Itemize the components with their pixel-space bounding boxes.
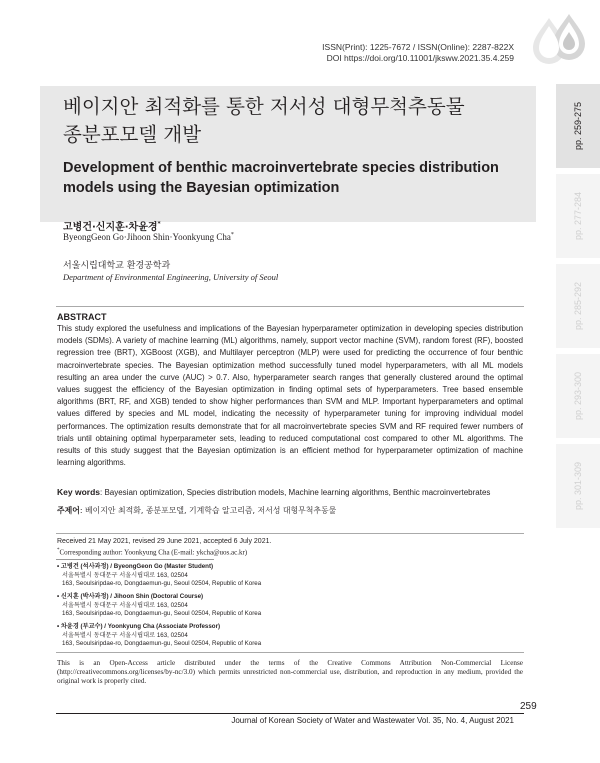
english-title xyxy=(63,158,523,198)
keywords-korean xyxy=(57,505,527,516)
abstract-text: This study explored the usefulness and implications of the Bayesian hyperparameter optimization in developing species distribution models (SDMs). A variety of machine learning (ML) algorithms, namely, support vector machine (SVM), random forest (RF), boosted regression tree (BRT), XGBoost (XGB), and Multilayer perceptron (MLP) were used for predicting the occurrence of four benthic macroinvertebrate species. The Bayesian optimization method successfully tuned model hyperparameters, with all ML models resulting an area under the curve (AUC) > 0.7. Also, hyperparameter search ranges that generally clustered around the optimal values suggest the efficiency of the Bayesian optimization in finding optimal sets of hyperparameters. Tree based ensemble algorithms (BRT, RF, and XGB) tended to show higher performances than SVM and MLP. Important hyperparameters and optimal values differed by species and ML model, indicating the necessity of hyperparameter tuning for improving individual model performances. The optimization results demonstrate that for all macroinvertebrate species SVM and RF required fewer numbers of trials until obtaining optimal hyperparameter sets, leading to reduced computational cost compared to other ML algorithms. The results of this study suggest that the Bayesian optimization is an efficient method for hyperparameter optimization of machine learning algorithms. xyxy=(57,324,523,468)
author-block-2 xyxy=(57,593,261,619)
journal-logo-icon xyxy=(527,12,593,70)
authors-korean-names: 고병건·신지훈·차윤경 xyxy=(63,222,158,233)
journal-citation: Journal of Korean Society of Water and Wastewater Vol. 35, No. 4, August 2021 xyxy=(231,716,514,725)
author-address-en: 163, Seoulsiripdae-ro, Dongdaemun-gu, Seoul 02504, Republic of Korea xyxy=(62,610,262,618)
page-tab-301-309[interactable] xyxy=(556,444,600,528)
author-address-en: 163, Seoulsiripdae-ro, Dongdaemun-gu, Seoul 02504, Republic of Korea xyxy=(62,640,262,648)
author-block-1 xyxy=(57,563,261,589)
page-tab-label: pp. 285-292 xyxy=(573,281,583,331)
korean-title-line1: 베이지안 최적화를 통한 저서성 대형무척추동물 xyxy=(63,95,465,118)
corresponding-mark: * xyxy=(57,548,60,553)
page-tab-293-300[interactable] xyxy=(556,354,600,438)
corresponding-author-text: Corresponding author: Yoonkyung Cha (E-mail: ykcha@uos.ac.kr) xyxy=(59,548,248,557)
keywords-english xyxy=(57,487,527,497)
korean-title-line2: 종분포모델 개발 xyxy=(63,123,202,146)
author-block-3 xyxy=(57,623,261,649)
author-address-ko: 서울특별시 동대문구 서울시립대로 163, 02504 xyxy=(62,631,188,639)
page-tab-285-292[interactable] xyxy=(556,264,600,348)
page-range-tabs xyxy=(556,84,600,528)
issn-line: ISSN(Print): 1225-7672 / ISSN(Online): 2287-822X xyxy=(322,42,514,52)
corresponding-mark: * xyxy=(230,232,234,238)
author-address-ko: 서울특별시 동대문구 서울시립대로 163, 02504 xyxy=(62,601,188,609)
abstract-heading: ABSTRACT xyxy=(57,312,107,322)
page-number: 259 xyxy=(520,701,537,712)
page-tab-label: pp. 301-309 xyxy=(573,461,583,511)
divider xyxy=(56,559,214,560)
author-name: • 신지훈 (박사과정) / Jihoon Shin (Doctoral Course) xyxy=(57,593,204,600)
received-dates: Received 21 May 2021, revised 29 June 2021, accepted 6 July 2021. xyxy=(57,538,272,545)
affiliation-korean: 서울시립대학교 환경공학과 xyxy=(63,261,171,271)
page-tab-label: pp. 277-284 xyxy=(573,191,583,241)
keywords-korean-text: : 베이지안 최적화, 종분포모델, 기계학습 알고리즘, 저서성 대형무척추동물 xyxy=(79,506,337,515)
english-title-line1: Development of benthic macroinvertebrate species distribution xyxy=(63,160,499,176)
authors-korean xyxy=(63,218,161,233)
english-title-line2: models using the Bayesian optimization xyxy=(63,180,340,196)
corresponding-mark: * xyxy=(157,220,161,228)
page-tab-label: pp. 259-275 xyxy=(573,101,583,151)
divider xyxy=(56,533,524,534)
page-tab-277-284[interactable] xyxy=(556,174,600,258)
keywords-korean-label: 주제어 xyxy=(57,506,80,515)
keywords-label: Key words xyxy=(57,487,100,497)
keywords-text: : Bayesian optimization, Species distribution models, Machine learning algorithms, Benthic macroinvertebrates xyxy=(100,488,491,497)
doi-link[interactable]: DOI https://doi.org/10.11001/jksww.2021.35.4.259 xyxy=(326,52,514,63)
license-text: This is an Open-Access article distributed under the terms of the Creative Commons Attribution Non-Commercial License (http://creativecommons.org/licenses/by-nc/3.0) which permits unrestricted non-commercial use, distribution, and reproduction in any medium, provided the original work is properly cited. xyxy=(57,659,523,685)
corresponding-author xyxy=(57,546,247,557)
divider xyxy=(56,652,524,653)
footer-divider xyxy=(56,713,524,714)
author-name: • 고병건 (석사과정) / ByeongGeon Go (Master Student) xyxy=(57,563,214,570)
author-address-en: 163, Seoulsiripdae-ro, Dongdaemun-gu, Seoul 02504, Republic of Korea xyxy=(62,580,262,588)
author-name: • 차윤경 (부교수) / Yoonkyung Cha (Associate Professor) xyxy=(57,623,221,630)
divider xyxy=(56,306,524,307)
authors-english-names: ByeongGeon Go·Jihoon Shin·Yoonkyung Cha xyxy=(63,232,231,242)
author-address-ko: 서울특별시 동대문구 서울시립대로 163, 02504 xyxy=(62,571,188,579)
affiliation-english: Department of Environmental Engineering, University of Seoul xyxy=(63,272,279,282)
page-tab-label: pp. 293-300 xyxy=(573,371,583,421)
authors-english xyxy=(63,232,234,242)
korean-title xyxy=(63,93,523,149)
page-tab-259-275[interactable] xyxy=(556,84,600,168)
issn-doi-block xyxy=(322,42,514,63)
